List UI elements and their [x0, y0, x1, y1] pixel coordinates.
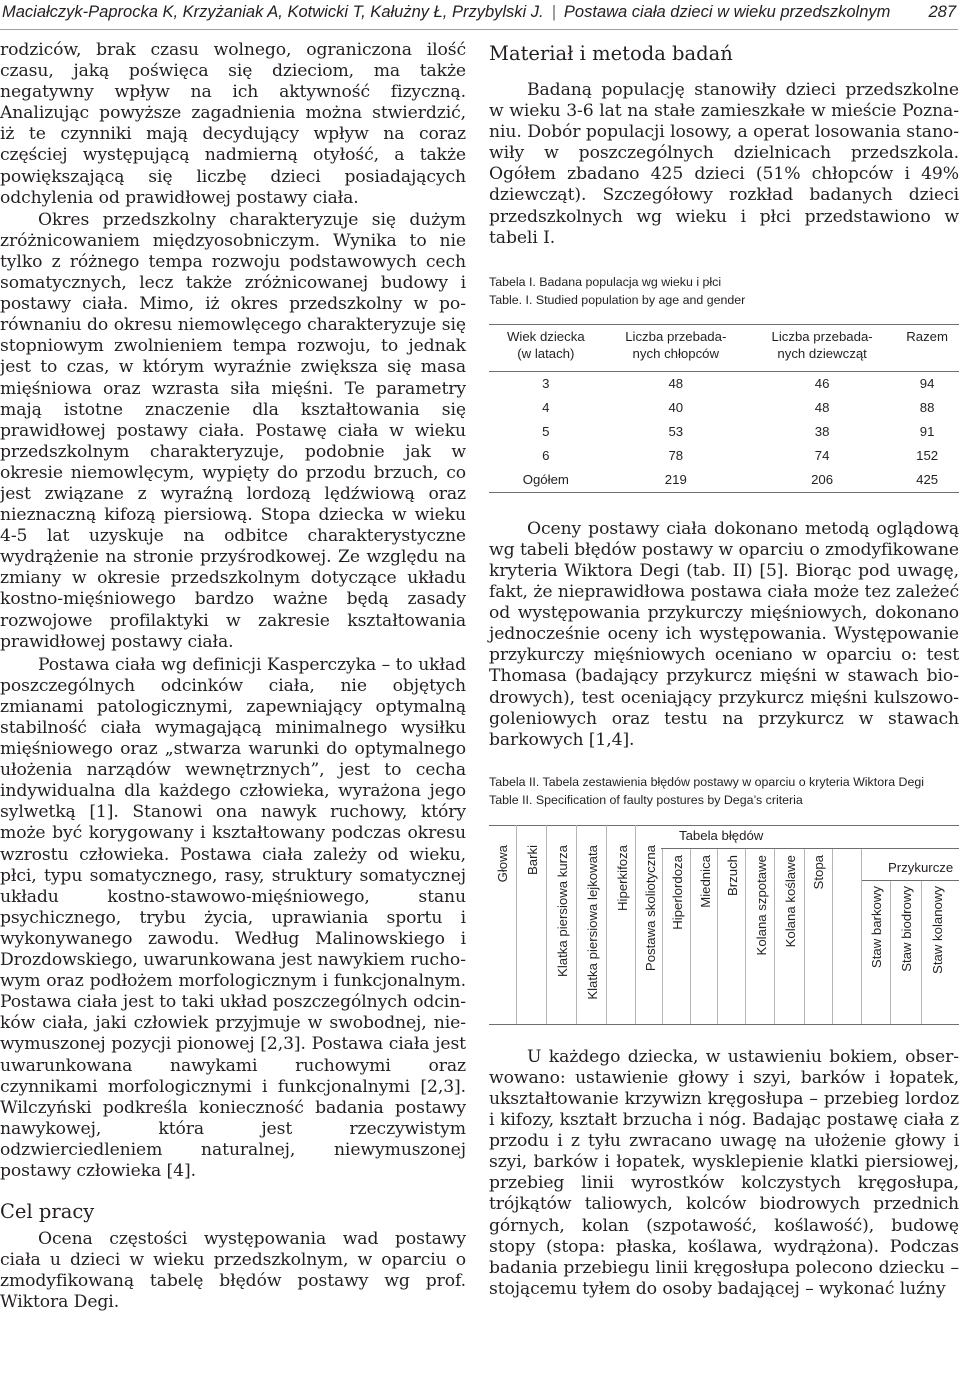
table-1-caption-en: Table. I. Studied population by age and gender — [489, 292, 746, 307]
table-cell: 48 — [814, 400, 830, 416]
table-2-col-head: Postawa skoliotyczna — [643, 844, 658, 971]
table-2-col-divider — [861, 849, 862, 1025]
table-row — [489, 396, 959, 420]
table-1-caption — [489, 273, 959, 309]
table-cell: Ogółem — [522, 472, 569, 488]
table-2-col-head: Stopa — [811, 854, 826, 890]
table-cell: 40 — [668, 400, 684, 416]
table-cell: 425 — [916, 472, 939, 488]
table-2-col-divider — [606, 825, 607, 1025]
table-2-top-rule — [489, 825, 959, 826]
table-2-col-divider — [774, 849, 775, 1025]
table-1-header-cell: Razem — [906, 328, 949, 344]
table-2-col-divider — [576, 825, 577, 1025]
section-heading-cel-pracy: Cel pracy — [0, 1200, 95, 1224]
table-cell: 46 — [814, 376, 830, 392]
table-2-col-divider — [717, 849, 718, 1025]
table-cell: 6 — [542, 448, 550, 464]
table-2-col-head: Miednica — [698, 854, 713, 908]
table-2-sub-header: Przykurcze — [888, 859, 954, 875]
table-2-col-head: Głowa — [495, 844, 510, 883]
table-cell: 53 — [668, 424, 684, 440]
table-2-col-divider — [546, 825, 547, 1025]
table-row — [489, 371, 959, 396]
table-row — [489, 420, 959, 444]
table-2-col-divider — [635, 825, 636, 1025]
right-paragraph-2: Oceny postawy ciała dokonano metodą oglądową wg tabeli błędów postawy w oparciu o zmodyfikowane kryteria Wiktora Degi (tab. II) [5]. Biorąc pod uwagę, fakt, że nieprawidłowa postawa ciała może tez zależeć od występowania przykurczy mięśniowych, dokonano jednocześnie oceny ich występowania. Występowanie przykurczy mięśniowych oceniano w oparciu o: test Thomasa (badający przykurcz mięśni w stawach biodrowych), test oceniający przykurcz mięśni kulszowo-goleniowych oraz testu na przykurcz w stawach barkowych [1,4]. — [489, 518, 959, 750]
table-2-caption-en: Table II. Specification of faulty postures by Dega’s criteria — [489, 792, 803, 807]
table-2-col-head: Barki — [525, 844, 540, 875]
table-2 — [489, 825, 959, 1025]
left-paragraph-3: Postawa ciała wg definicji Kasperczyka – to układ poszczególnych odcinków ciała, nie objętych zmianami patologicznymi, zapewniający optymalną stabilność ciała wymagającą minimalnego wysiłku mięśniowego oraz „stwarza warunki do optymalnego ułożenia narządów wewnętrznych”, jest to cecha indywidualna dla każdego człowieka, wyrażona jego sylwetką [1]. Stanowi ona nawyk ruchowy, który może być korygowany i kształtowany podczas okresu wzrostu człowieka. Postawa ciała zależy od wieku, płci, typu somatycznego, rasy, struktury somatycznej układu kostno-stawowo-mięśniowego, stanu psychicznego, trybu życia, uprawiania sportu i wykonywanego zawodu. Według Malinowskiego i Drozdowskiego, uwarunkowana jest nawykiem ruchowym oraz podłożem morfologicznym i funkcjonalnym. Postawa ciała jest to taki układ poszczególnych odcinków ciała, jaki człowiek przyjmuje w swobodnej, niewymuszonej pozycji pionowej [2,3]. Postawa ciała jest uwarunkowana nawykami ruchowymi oraz czynnikami morfologicznymi i funkcjonalnymi [2,3]. Wilczyński podkreśla konieczność badania postawy nawykowej, która jest rzeczywistym odzwierciedleniem naturalnej, niewymuszonej postawy człowieka [4]. — [0, 654, 466, 1181]
table-cell: 78 — [668, 448, 684, 464]
table-2-sub-rule — [861, 880, 959, 881]
table-2-col-head: Hiperkifoza — [615, 844, 630, 911]
left-paragraph-4: Ocena częstości występowania wad postawy ciała u dzieci w wieku przedszkolnym, w oparciu o zmodyfikowaną tabelę błędów postawy wg prof. Wiktora Degi. — [0, 1229, 466, 1313]
left-paragraph-2: Okres przedszkolny charakteryzuje się dużym zróżnicowaniem międzyosobniczym. Wynika to nie tylko z różnego tempa rozwoju podstawowych cech somatycznych, lecz także zróżnicowanej budowy i postawy ciała. Mimo, iż okres przedszkolny w porównaniu do okresu niemowlęcego charakteryzuje się stopniowym zwolnieniem tempa rozwoju, to jednak jest to czas, w którym wyraźnie zwiększa się masa mięśniowa oraz wzrasta siła mięśni. Te parametry mają istotne znaczenie dla kształtowania się prawidłowej postawy ciała. Postawę ciała w wieku przedszkolnym charakteryzuje, podobnie jak w okresie niemowlęcym, wypięty do przodu brzuch, co jest związane z wyraźną lordozą lędźwiową oraz nieznaczną kifozą piersiową. Stopa dziecka w wieku 4-5 lat uzyskuje na odbitce charakterystyczne wydrążenie na stronie przyśrodkowej. Ze względu na zmiany w okresie przedszkolnym dotyczące układu kostno-mięśniowego bardzo ważne będą zasady rozwojowe profilaktyki w zakresie kształtowania prawidłowej postawy ciała. — [0, 209, 466, 652]
header-authors: Maciałczyk-Paprocka K, Krzyżaniak A, Kotwicki T, Kałużny Ł, Przybylski J. — [2, 3, 544, 21]
table-cell: 48 — [668, 376, 684, 392]
right-paragraph-1: Badaną populację stanowiły dzieci przedszkolne w wieku 3-6 lat na stałe zamieszkałe w mieście Poznaniu. Dobór populacji losowy, a operat losowania stanowiły w poszczególnych dzielnicach przedszkola. Ogółem zbadano 425 dzieci (51% chłopców i 49% dziewcząt). Szczegółowy rozkład badanych dzieci przedszkolnych wg wieku i płci przedstawiono w tabeli I. — [489, 80, 959, 248]
table-cell: 5 — [542, 424, 550, 440]
table-2-col-divider — [745, 849, 746, 1025]
table-2-sub-col-head: Staw kolanowy — [930, 885, 945, 974]
table-2-caption — [489, 773, 959, 809]
header-title: Postawa ciała dzieci w wieku przedszkolnym — [563, 3, 891, 21]
table-cell: 38 — [814, 424, 830, 440]
table-cell: 206 — [811, 472, 834, 488]
table-2-sub-col-head: Staw barkowy — [869, 885, 884, 968]
right-column — [489, 42, 959, 1300]
table-2-bottom-rule — [489, 1024, 959, 1025]
table-2-caption-pl: Tabela II. Tabela zestawienia błędów postawy w oparciu o kryteria Wiktora Degi — [489, 774, 925, 789]
table-1 — [489, 324, 959, 493]
right-paragraph-3: U każdego dziecka, w ustawieniu bokiem, obserwowano: ustawienie głowy i szyi, barków i łopatek, ukształtowanie krzywizn kręgosłupa – przebieg lordoz i kifozy, kształt brzucha i nóg. Badając postawę ciała z przodu i z tyłu zwracano uwagę na ułożenie głowy i szyi, barków i łopatek, wysklepienie klatki piersiowej, przebieg linii wyrostków kolczystych kręgosłupa, trójkątów taliowych, kolców biodrowych przednich górnych, kolan (szpotawość, koślawość), budowę stopy (stopa: płaska, koślawa, wydrążona). Podczas badania przebiegu linii kręgosłupa polecono dziecku – stojącemu tyłem do osoby badającej – wykonać luźny — [489, 1046, 959, 1299]
table-2-col-divider — [690, 849, 691, 1025]
table-cell: 74 — [814, 448, 830, 464]
table-2-col-divider — [662, 849, 663, 1025]
table-row — [489, 444, 959, 468]
table-cell: 88 — [919, 400, 935, 416]
table-2-sub-col-head: Staw biodrowy — [899, 885, 914, 972]
table-1-caption-pl: Tabela I. Badana populacja wg wieku i płci — [489, 274, 722, 289]
table-cell: 152 — [916, 448, 939, 464]
header-separator: | — [551, 3, 556, 21]
table-cell: 94 — [919, 376, 935, 392]
left-paragraph-1: rodziców, brak czasu wolnego, ograniczona ilość czasu, jaką poświęca się dzieciom, ma także negatywny wpływ na ich aktywność fizyczną. Analizując powyższe zagadnienia można stwierdzić, iż te czynniki mają decydujący wpływ na coraz częściej występującą nadmierną otyłość, a także powiększającą się liczbę dzieci posiadających odchylenia od prawidłowej postawy ciała. — [0, 40, 466, 208]
running-header — [0, 0, 960, 30]
table-row-total — [489, 468, 959, 493]
table-2-col-head: Klatka piersiowa kurza — [555, 844, 570, 977]
table-1-header-cell: Wiek dziecka (w latach) — [506, 328, 585, 361]
table-2-col-head: Hiperlordoza — [670, 854, 685, 930]
table-2-col-divider — [832, 849, 833, 1025]
table-1-header-cell: Liczba przebada- nych dziewcząt — [771, 328, 873, 361]
running-header-text — [2, 3, 890, 22]
table-cell: 3 — [542, 376, 550, 392]
table-cell: 91 — [919, 424, 935, 440]
table-2-col-head: Brzuch — [725, 854, 740, 896]
table-1-header-row — [489, 324, 959, 371]
section-heading-material-metoda: Materiał i metoda badań — [489, 42, 733, 65]
page-number: 287 — [928, 3, 956, 21]
table-2-col-head: Klatka piersiowa lejkowata — [585, 844, 600, 1000]
left-column — [0, 40, 466, 1313]
header-rule — [0, 29, 958, 30]
table-cell: 219 — [664, 472, 687, 488]
table-2-col-head: Kolana szpotawe — [754, 854, 769, 956]
table-2-col-head: Kolana koślawe — [783, 854, 798, 948]
table-2-col-divider — [804, 849, 805, 1025]
table-2-group-header: Tabela błędów — [679, 827, 764, 843]
table-cell: 4 — [542, 400, 550, 416]
table-2-col-divider — [890, 881, 891, 1025]
table-2-group-rule — [661, 848, 959, 849]
table-2-col-divider — [921, 881, 922, 1025]
table-2-col-divider — [516, 825, 517, 1025]
table-1-header-cell: Liczba przebada- nych chłopców — [625, 328, 727, 361]
